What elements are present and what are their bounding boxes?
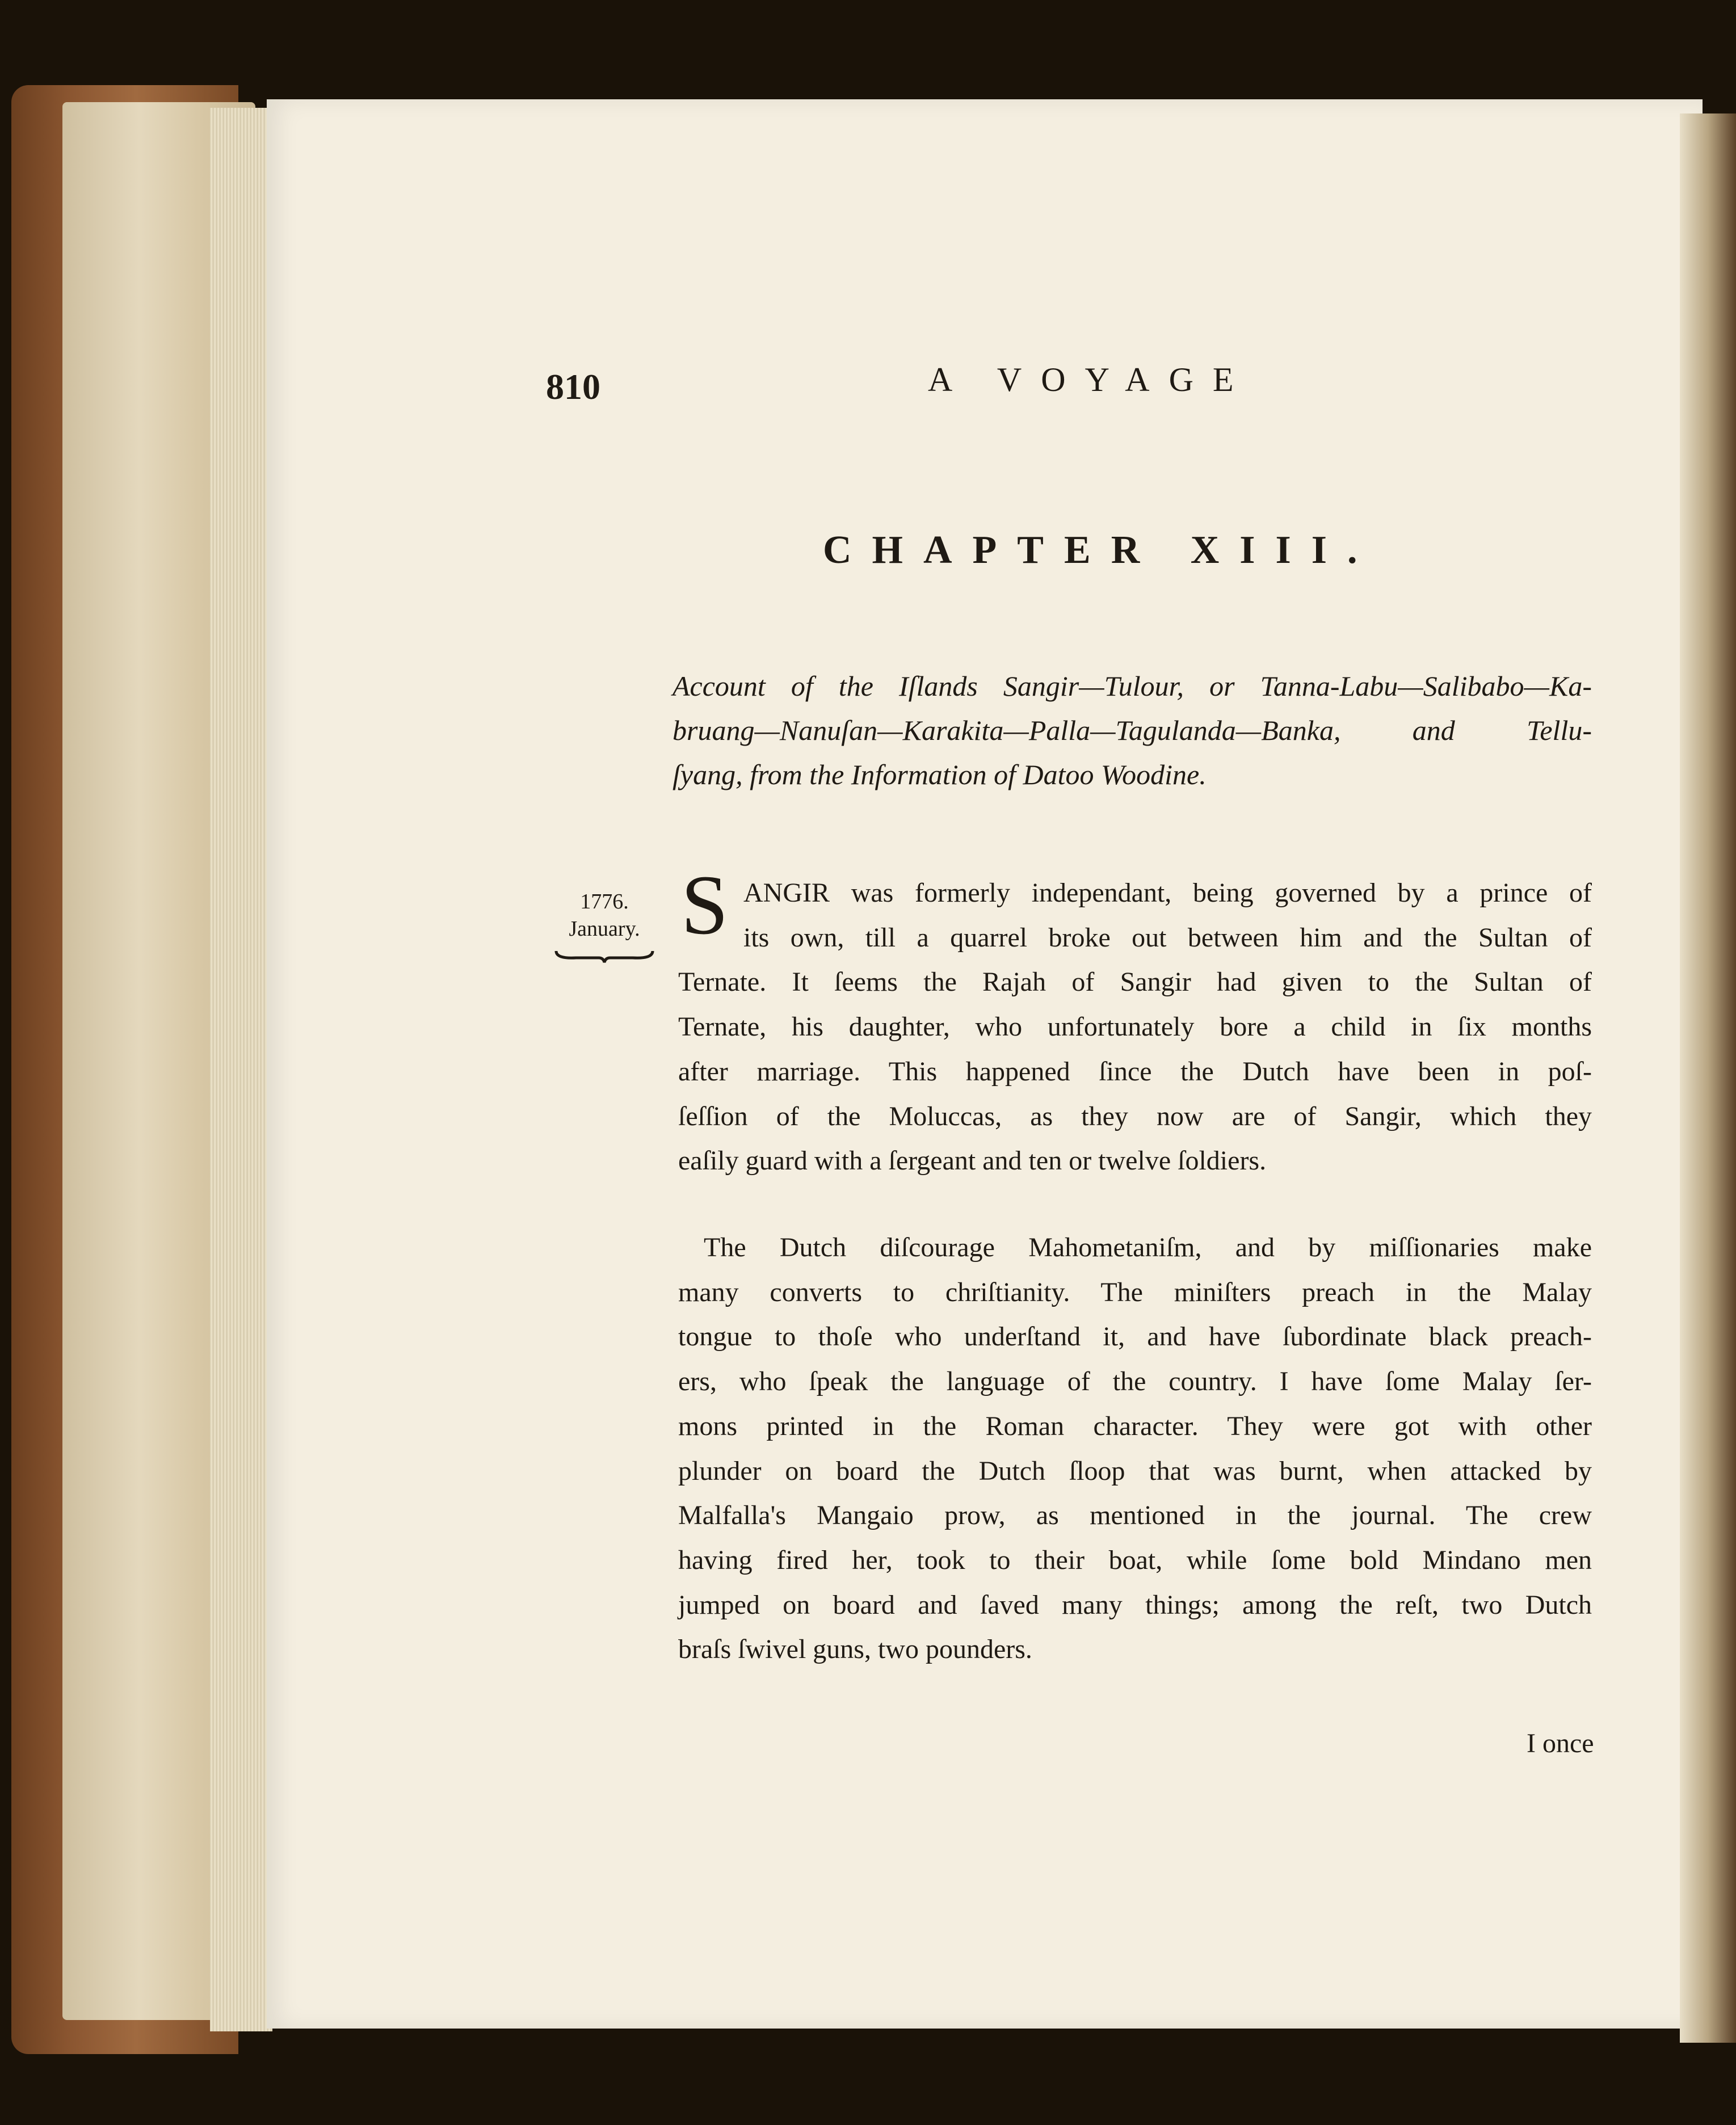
margin-date-note	[553, 888, 655, 942]
text-line: having fired her, took to their boat, while ſome bold Mindano men	[678, 1545, 1592, 1575]
text-line: its own, till a quarrel broke out between him and the Sultan of	[743, 922, 1592, 953]
paragraph-2	[678, 1226, 1592, 1672]
text-line: braſs ſwivel guns, two pounders.	[678, 1634, 1032, 1665]
text-line: The Dutch diſcourage Mahometaniſm, and by miſſionaries make	[704, 1232, 1592, 1263]
chapter-subtitle	[672, 664, 1592, 797]
text-line: mons printed in the Roman character. They were got with other	[678, 1411, 1592, 1441]
right-page-edge	[1680, 113, 1736, 2043]
margin-year: 1776.	[580, 890, 629, 914]
text-line: Ternate, his daughter, who unfortunately bore a child in ſix months	[678, 1012, 1592, 1042]
text-line: after marriage. This happened ſince the Dutch have been in poſ-	[678, 1056, 1592, 1087]
text-line: plunder on board the Dutch ſloop that was burnt, when attacked by	[678, 1455, 1592, 1486]
subtitle-line: bruang—Nanuſan—Karakita—Palla—Tagulanda—Banka, and Tellu-	[672, 714, 1592, 746]
page-number: 810	[546, 367, 600, 407]
text-line: Ternate. It ſeems the Rajah of Sangir had given to the Sultan of	[678, 967, 1592, 998]
text-line: tongue to thoſe who underſtand it, and have ſubordinate black preach-	[678, 1322, 1592, 1352]
subtitle-line: Account of the Iſlands Sangir—Tulour, or Tanna-Labu—Salibabo—Ka-	[672, 670, 1592, 702]
paragraph-1	[678, 871, 1592, 1184]
text-line: jumped on board and ſaved many things; among the reſt, two Dutch	[678, 1589, 1592, 1620]
text-line: ANGIR was formerly independant, being governed by a prince of	[743, 878, 1592, 908]
brace-ornament	[553, 946, 655, 963]
drop-cap: S	[681, 858, 729, 952]
chapter-heading: CHAPTER XIII.	[823, 528, 1378, 572]
catchword: I once	[1527, 1728, 1594, 1758]
page-edges	[210, 108, 272, 2031]
subtitle-line: ſyang, from the Information of Datoo Woodine.	[672, 759, 1207, 790]
running-title: A VOYAGE	[928, 361, 1253, 398]
text-line: Malfalla's Mangaio prow, as mentioned in the journal. The crew	[678, 1500, 1592, 1531]
text-line: ſeſſion of the Moluccas, as they now are of Sangir, which they	[678, 1101, 1592, 1131]
text-line: eaſily guard with a ſergeant and ten or twelve ſoldiers.	[678, 1146, 1267, 1176]
text-line: ers, who ſpeak the language of the country. I have ſome Malay ſer-	[678, 1366, 1592, 1397]
text-line: many converts to chriſtianity. The miniſters preach in the Malay	[678, 1277, 1592, 1307]
margin-month: January.	[569, 917, 640, 941]
